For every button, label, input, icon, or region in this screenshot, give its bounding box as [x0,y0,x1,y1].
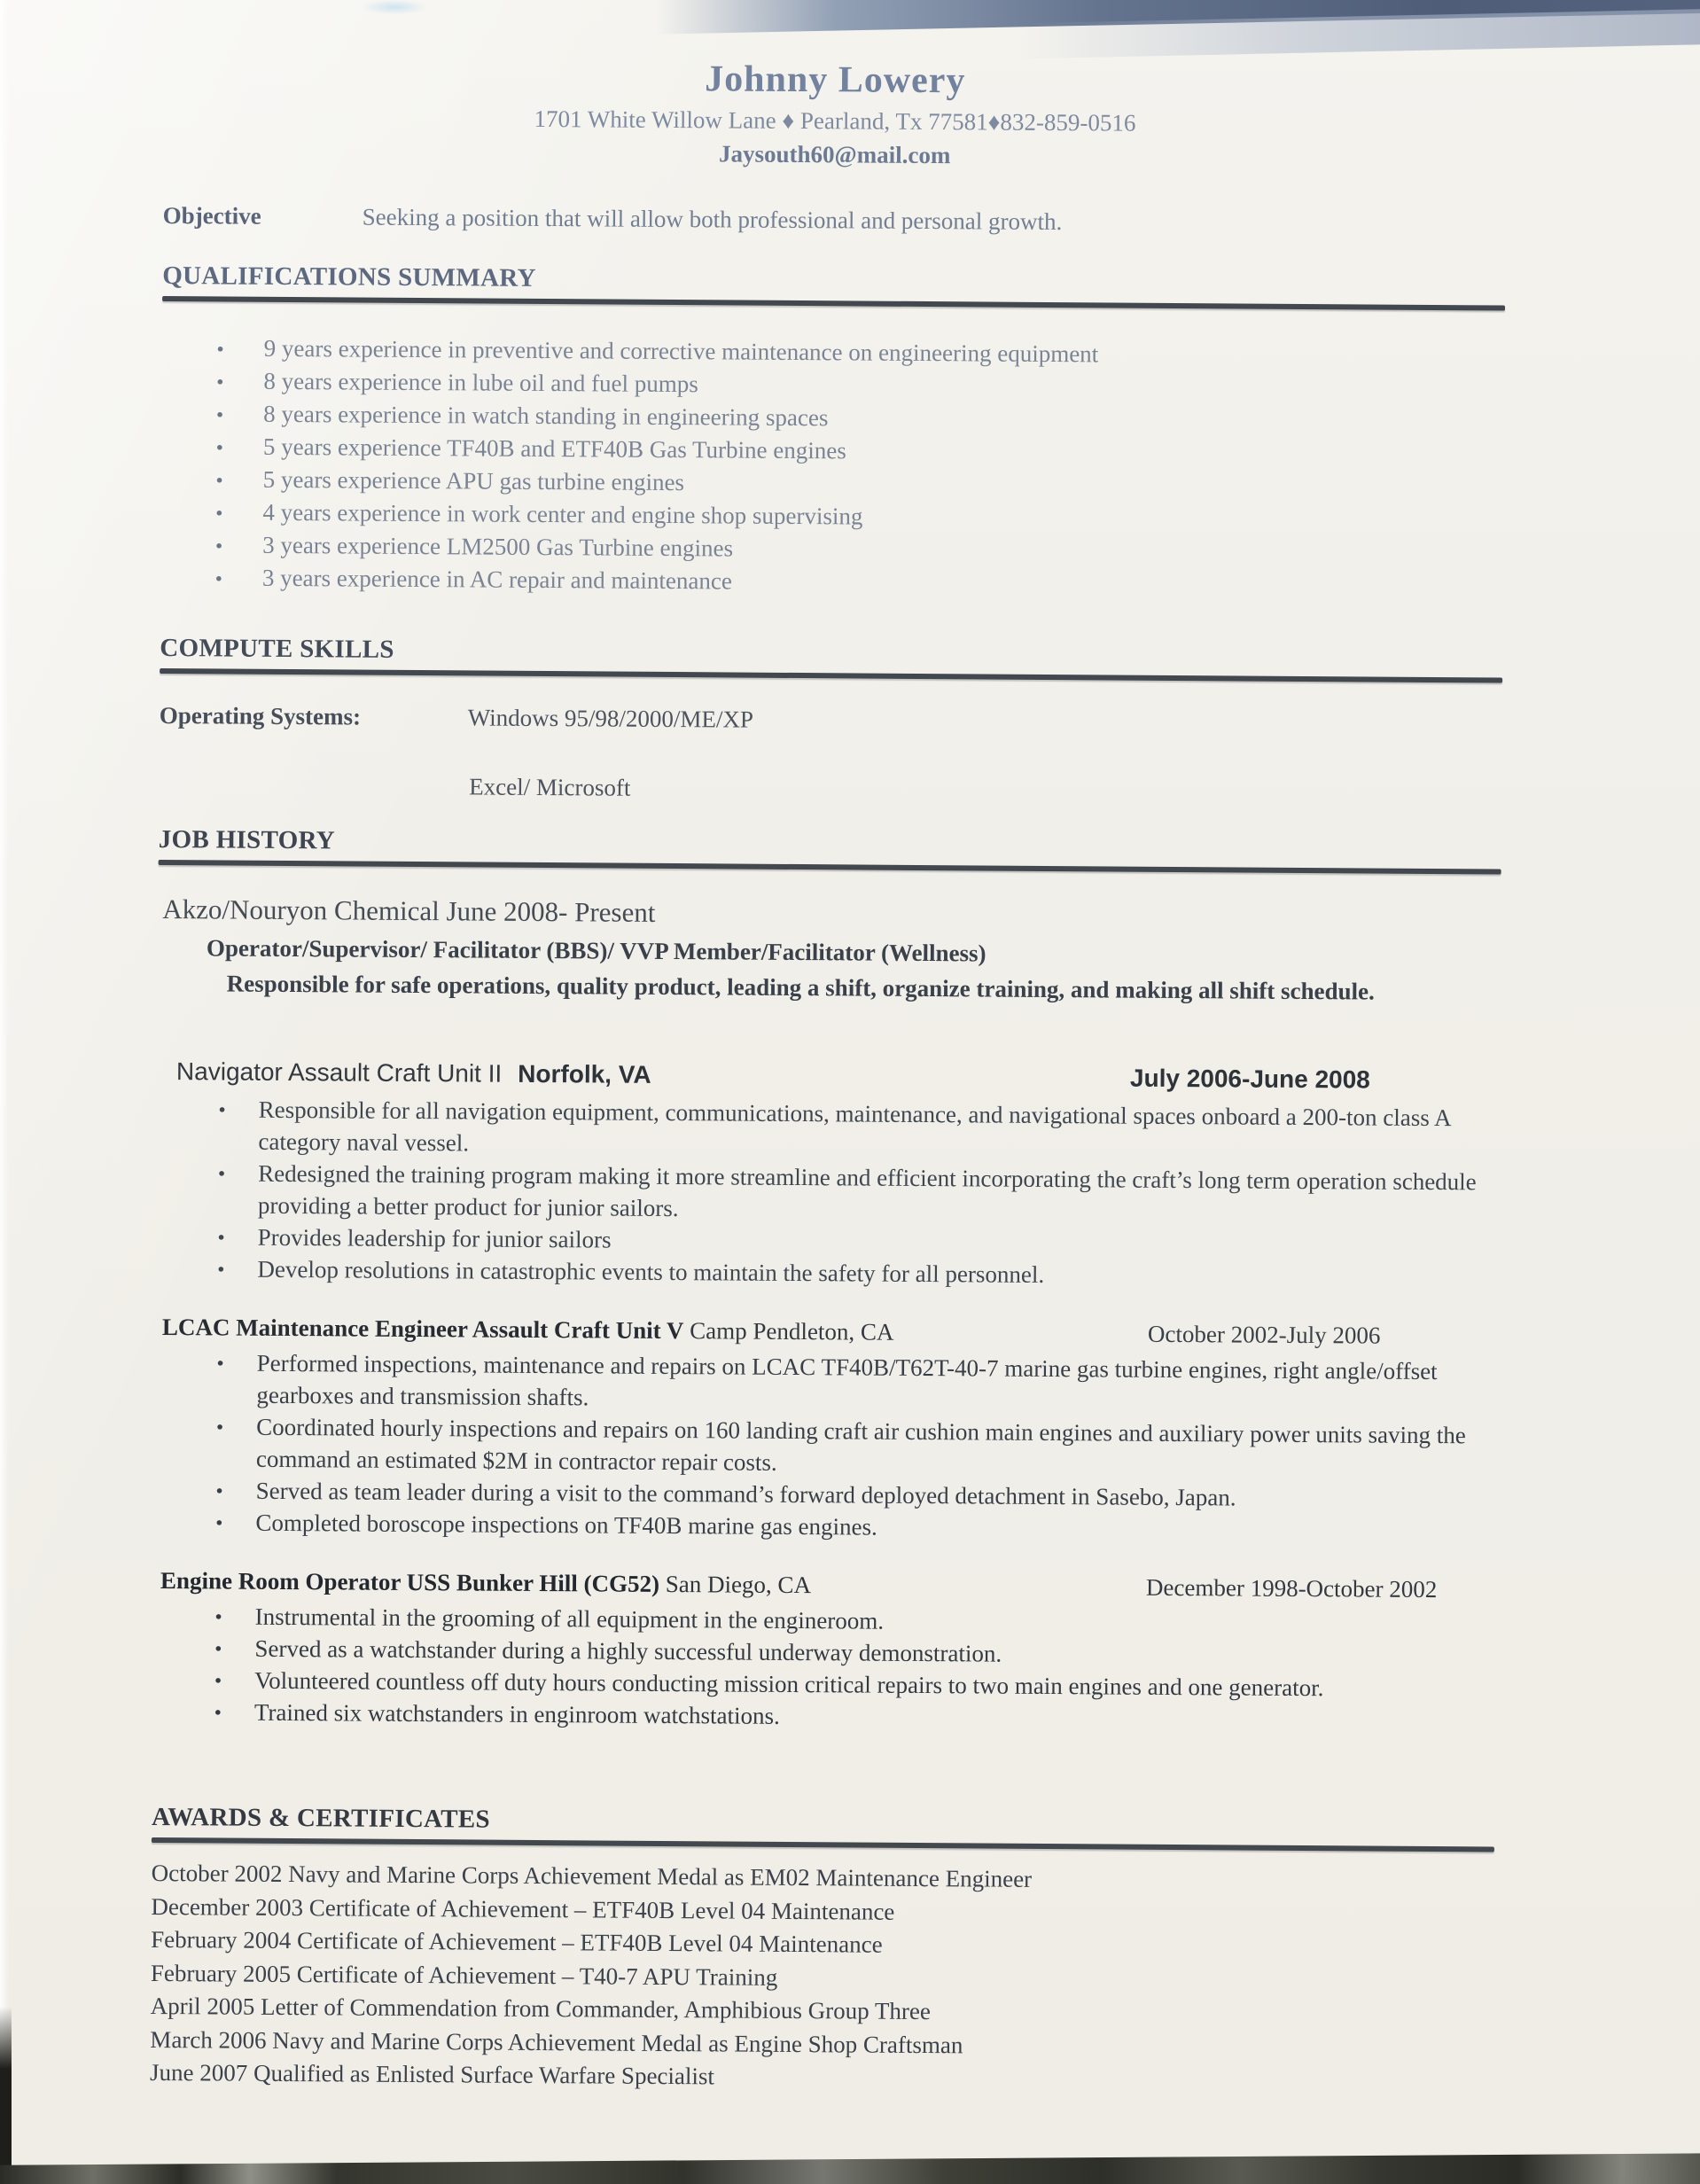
job-bullets-engine-room [152,1600,1496,1737]
resume-content [150,55,1507,2099]
operating-systems-row [160,700,1502,740]
scan-bottom-shadow [0,2153,1700,2184]
job-bullet: ● Instrumental in the grooming of all equipment in the engineroom. [153,1600,1496,1642]
awards-list [150,1857,1494,2099]
qualification-item: ● 8 years experience in watch standing in engineering spaces [161,397,1504,440]
job-bullets-navigator [155,1093,1499,1294]
resume-header [163,55,1507,175]
job-history-heading: JOB HISTORY [158,824,336,855]
job-dates: December 1998-October 2002 [1145,1573,1438,1603]
qualification-item: ● 4 years experience in work center and engine shop supervising [160,495,1503,538]
awards-heading: AWARDS & CERTIFICATES [152,1802,491,1834]
qualification-item: ● 8 years experience in lube oil and fuel pumps [161,364,1504,407]
job-title: Navigator Assault Craft Unit II [175,1057,503,1088]
job-bullet: ● Responsible for all navigation equipment, communications, maintenance, and navigational spaces onboard a 200-ton class A category naval vessel. [156,1093,1499,1166]
compute-skills-extra: Excel/ Microsoft [469,773,631,801]
job-location: San Diego, CA [665,1570,812,1599]
qualifications-list [160,332,1505,604]
award-item: February 2004 Certificate of Achievement – ETF40B Level 04 Maintenance [151,1925,883,1958]
job-heading-engine-room [153,1564,1496,1606]
job-bullet: ● Completed boroscope inspections on TF40B marine gas engines. [153,1506,1496,1548]
compute-skills-heading: COMPUTE SKILLS [160,633,394,664]
job-description-akzo: Responsible for safe operations, quality product, leading a shift, organize training, and making all shift schedule. [226,970,1375,1005]
job-location: Norfolk, VA [518,1059,651,1088]
award-item: April 2005 Letter of Commendation from Commander, Amphibious Group Three [150,1992,931,2025]
address-line: 1701 White Willow Lane ♦ Pearland, Tx 77581♦832-859-0516 [534,105,1136,136]
job-bullet: ● Provides leadership for junior sailors [156,1221,1499,1262]
job-dates: July 2006-June 2008 [1129,1064,1370,1094]
job-title-akzo: Akzo/Nouryon Chemical June 2008- Present [162,893,656,928]
qualification-item: ● 9 years experience in preventive and corrective maintenance on engineering equipment [162,332,1505,374]
operating-systems-label: Operating Systems: [159,701,362,730]
job-location: Camp Pendleton, CA [690,1317,894,1346]
objective-text: Seeking a position that will allow both professional and personal growth. [362,203,1063,236]
operating-systems-value: Windows 95/98/2000/ME/XP [467,704,754,733]
award-item: October 2002 Navy and Marine Corps Achievement Medal as EM02 Maintenance Engineer [151,1859,1033,1892]
job-bullet: ● Performed inspections, maintenance and repairs on LCAC TF40B/T62T-40-7 marine gas turbine engines, right angle/offset gearboxes and transmission shafts. [154,1346,1497,1420]
scan-left-edge-shadow [0,2007,12,2184]
job-bullet: ● Coordinated hourly inspections and repairs on 160 landing craft air cushion main engines and auxiliary power units saving the command an estimated $2M in contractor repair costs. [154,1410,1497,1484]
qualifications-heading: QUALIFICATIONS SUMMARY [162,261,536,292]
job-dates: October 2002-July 2006 [1147,1320,1381,1349]
job-bullet: ● Trained six watchstanders in enginroom watchstations. [152,1696,1495,1737]
job-bullet: ● Served as team leader during a visit to the command’s forward deployed detachment in Sasebo, Japan. [154,1474,1497,1516]
job-bullet: ● Served as a watchstander during a highly successful underway demonstration. [152,1632,1495,1673]
job-bullet: ● Volunteered countless off duty hours conducting mission critical repairs to two main engines and one generator. [152,1664,1495,1705]
objective-label: Objective [162,201,261,230]
qualification-item: ● 3 years experience LM2500 Gas Turbine engines [160,528,1503,571]
job-bullets-lcac [153,1346,1497,1548]
award-item: March 2006 Navy and Marine Corps Achievement Medal as Engine Shop Craftsman [150,2025,963,2058]
objective-row [163,200,1506,240]
scan-smudge-artifact [363,0,425,14]
job-title: LCAC Maintenance Engineer Assault Craft Unit V [161,1314,684,1345]
scan-left-edge-highlight [0,0,9,2184]
qualification-item: ● 3 years experience in AC repair and maintenance [160,561,1503,604]
job-bullet: ● Develop resolutions in catastrophic events to maintain the safety for all personnel. [155,1252,1498,1294]
email-line: Jaysouth60@mail.com [718,140,951,169]
award-item: December 2003 Certificate of Achievement – ETF40B Level 04 Maintenance [151,1892,895,1925]
person-name: Johnny Lowery [705,58,966,102]
job-subtitle-akzo: Operator/Supervisor/ Facilitator (BBS)/ VVP Member/Facilitator (Wellness) [206,934,986,967]
qualification-item: ● 5 years experience TF40B and ETF40B Gas Turbine engines [161,430,1504,472]
award-item: February 2005 Certificate of Achievement – T40-7 APU Training [150,1959,778,1991]
job-bullet: ● Redesigned the training program making it more streamline and efficient incorporating the craft’s long term operation schedule providing a better product for junior sailors. [156,1157,1499,1230]
qualification-item: ● 5 years experience APU gas turbine engines [161,463,1504,505]
job-heading-lcac [155,1311,1498,1353]
award-item: June 2007 Qualified as Enlisted Surface Warfare Specialist [150,2058,715,2090]
job-title: Engine Room Operator USS Bunker Hill (CG52) [160,1567,660,1597]
job-heading-navigator [157,1056,1500,1097]
